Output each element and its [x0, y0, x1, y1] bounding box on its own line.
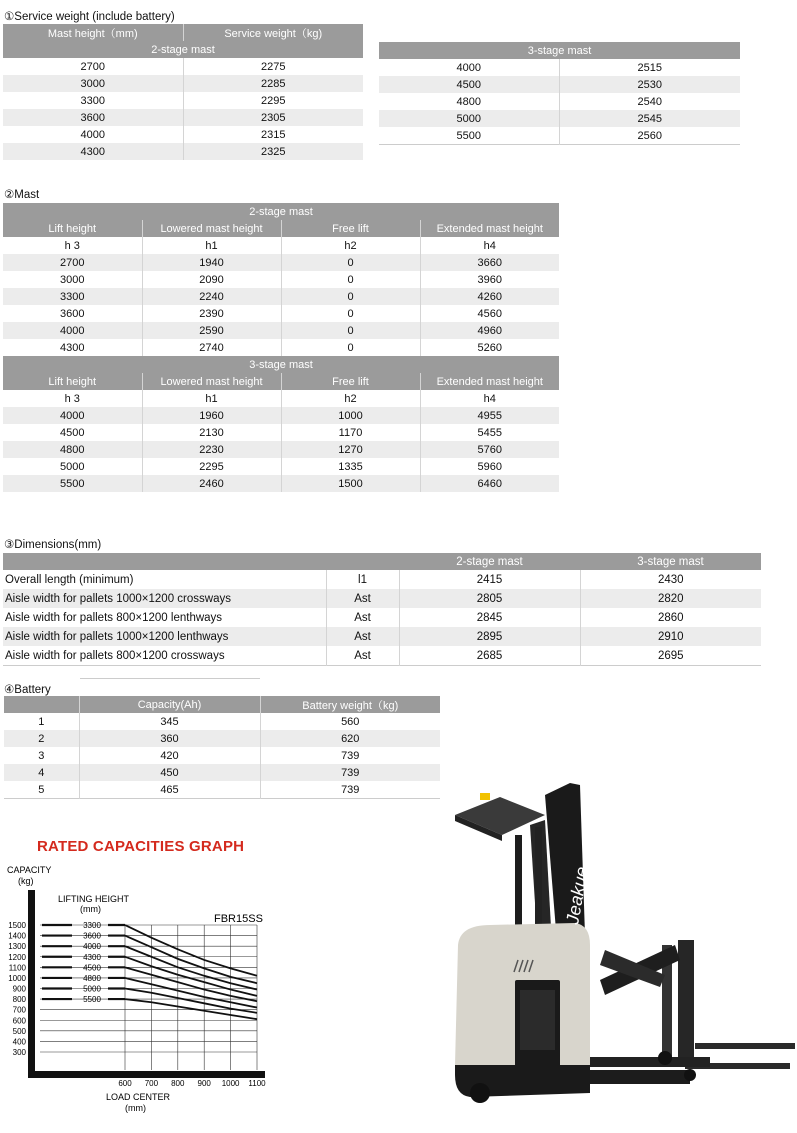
cell: 2805	[399, 589, 580, 608]
cell: 465	[79, 781, 260, 799]
mast-3stage-band: 3-stage mast	[3, 356, 559, 373]
cell: 2460	[142, 475, 281, 492]
battery-blank	[4, 696, 79, 713]
cell: 2685	[399, 646, 580, 666]
y-axis-unit: (kg)	[18, 876, 34, 886]
x-tick-label: 600	[118, 1079, 132, 1088]
cell: 450	[79, 764, 260, 781]
x-tick-label: 1100	[248, 1079, 266, 1088]
two-stage-band: 2-stage mast	[3, 41, 363, 58]
lift-height-unit: (mm)	[80, 904, 101, 914]
cell: 2390	[142, 305, 281, 322]
cell: 3300	[3, 288, 142, 305]
cell: 2740	[142, 339, 281, 356]
fork	[695, 1043, 795, 1049]
wheel	[684, 1069, 696, 1081]
wheel	[470, 1083, 490, 1103]
col-lift-height: Lift height	[3, 220, 142, 237]
cell: 5455	[420, 424, 559, 441]
brand-logo: Jeakue	[562, 865, 593, 926]
cell: 5500	[3, 475, 142, 492]
cell: 739	[260, 747, 440, 764]
cell: 2275	[183, 58, 363, 75]
y-tick-label: 1300	[8, 942, 26, 952]
y-tick-label: 1400	[8, 931, 26, 941]
col-lowered-mast-height: Lowered mast height	[142, 373, 281, 390]
y-tick-label: 800	[12, 995, 26, 1005]
symbol: h2	[281, 237, 420, 254]
service-weight-title: ①Service weight (include battery)	[4, 11, 175, 23]
y-tick-label: 500	[12, 1026, 26, 1036]
y-tick-label: 1000	[8, 973, 26, 983]
cell: 739	[260, 781, 440, 799]
model-label: FBR15SS	[214, 913, 263, 925]
cell: 2430	[580, 570, 761, 589]
dimensions-title: ③Dimensions(mm)	[4, 539, 102, 551]
cell: 2285	[183, 75, 363, 92]
dim-label: Aisle width for pallets 800×1200 lenthways	[3, 608, 326, 627]
series-label: 3300	[83, 921, 101, 930]
cell: 6460	[420, 475, 559, 492]
cell: 2590	[142, 322, 281, 339]
cell: 4500	[3, 424, 142, 441]
cell: 560	[260, 713, 440, 730]
cell: 2415	[399, 570, 580, 589]
cell: 2530	[559, 76, 740, 93]
cell: 2515	[559, 59, 740, 76]
dim-blank	[3, 553, 326, 570]
cell: 420	[79, 747, 260, 764]
cell: 0	[281, 305, 420, 322]
series-label: 4000	[83, 942, 101, 952]
rated-capacities-chart	[0, 860, 300, 1120]
cell: 2545	[559, 110, 740, 127]
col-free-lift: Free lift	[281, 373, 420, 390]
cell: 1960	[142, 407, 281, 424]
symbol: h1	[142, 237, 281, 254]
cell: 4000	[3, 126, 183, 143]
cell: 2695	[580, 646, 761, 666]
cell: 4	[4, 764, 79, 781]
cell: 4800	[3, 441, 142, 458]
reach-truck-photo	[440, 775, 795, 1115]
cell: 3960	[420, 271, 559, 288]
cell: 2700	[3, 254, 142, 271]
cell: 3300	[3, 92, 183, 109]
series-label: 4500	[83, 963, 101, 973]
cell: 2305	[183, 109, 363, 126]
cell: 3	[4, 747, 79, 764]
col-lift-height: Lift height	[3, 373, 142, 390]
cell: 0	[281, 271, 420, 288]
cell: 5960	[420, 458, 559, 475]
cell: 345	[79, 713, 260, 730]
x-axis-unit: (mm)	[125, 1103, 146, 1113]
dim-symbol: l1	[326, 570, 399, 589]
symbol: h4	[420, 237, 559, 254]
battery-table	[4, 696, 440, 799]
dim-symbol: Ast	[326, 589, 399, 608]
mast-title: ②Mast	[4, 189, 40, 201]
dim-symbol: Ast	[326, 608, 399, 627]
col-mast-height: Mast height（mm)	[3, 24, 183, 41]
cell: 0	[281, 288, 420, 305]
col-extended-mast-height: Extended mast height	[420, 373, 559, 390]
cell: 2560	[559, 127, 740, 145]
x-tick-label: 800	[171, 1079, 185, 1088]
service-weight-3stage-table	[379, 42, 740, 145]
series-line	[125, 925, 257, 976]
cell: 2315	[183, 126, 363, 143]
cell: 1270	[281, 441, 420, 458]
cell: 2700	[3, 58, 183, 75]
cell: 5	[4, 781, 79, 799]
cell: 2240	[142, 288, 281, 305]
cell: 620	[260, 730, 440, 747]
y-tick-label: 900	[12, 984, 26, 994]
cell: 360	[79, 730, 260, 747]
cell: 1335	[281, 458, 420, 475]
series-label: 3600	[83, 931, 101, 941]
symbol: h4	[420, 390, 559, 407]
col-three-stage: 3-stage mast	[580, 553, 761, 570]
warning-light	[480, 793, 490, 800]
base-leg	[580, 1057, 710, 1067]
cell: 2295	[142, 458, 281, 475]
cell: 2845	[399, 608, 580, 627]
cell: 2895	[399, 627, 580, 646]
cell: 2230	[142, 441, 281, 458]
dim-label: Aisle width for pallets 1000×1200 crossways	[3, 589, 326, 608]
dim-symbol: Ast	[326, 646, 399, 666]
cell: 3600	[3, 109, 183, 126]
cell: 4000	[379, 59, 559, 76]
wheel	[658, 1051, 672, 1065]
col-two-stage: 2-stage mast	[399, 553, 580, 570]
cell: 5000	[379, 110, 559, 127]
dim-symbol: Ast	[326, 627, 399, 646]
symbol: h 3	[3, 390, 142, 407]
x-tick-label: 900	[197, 1079, 211, 1088]
cell: 4560	[420, 305, 559, 322]
cell: 1500	[281, 475, 420, 492]
x-tick-label: 700	[144, 1079, 159, 1088]
symbol: h 3	[3, 237, 142, 254]
fork-carriage	[678, 940, 694, 1065]
cell: 1170	[281, 424, 420, 441]
col-battery-weight: Battery weight（kg)	[260, 696, 440, 713]
cell: 5000	[3, 458, 142, 475]
cell: 4260	[420, 288, 559, 305]
dim-label: Overall length (minimum)	[3, 570, 326, 589]
cell: 4000	[3, 407, 142, 424]
symbol: h2	[281, 390, 420, 407]
cell: 4960	[420, 322, 559, 339]
y-tick-label: 1100	[8, 963, 26, 973]
dim-label: Aisle width for pallets 1000×1200 lenthways	[3, 627, 326, 646]
divider	[80, 678, 260, 679]
cell: 739	[260, 764, 440, 781]
col-extended-mast-height: Extended mast height	[420, 220, 559, 237]
col-capacity: Capacity(Ah)	[79, 696, 260, 713]
cell: 2540	[559, 93, 740, 110]
lift-height-label: LIFTING HEIGHT	[58, 894, 130, 904]
cell: 2090	[142, 271, 281, 288]
series-line	[125, 957, 257, 996]
x-tick-label: 1000	[221, 1079, 240, 1088]
cell: 0	[281, 322, 420, 339]
y-axis	[28, 890, 35, 1078]
cell: 4300	[3, 339, 142, 356]
cell: 3000	[3, 271, 142, 288]
col-service-weight: Service weight（kg)	[183, 24, 363, 41]
cell: 5500	[379, 127, 559, 145]
cell: 4800	[379, 93, 559, 110]
cell: 2910	[580, 627, 761, 646]
cell: 4000	[3, 322, 142, 339]
x-axis-label: LOAD CENTER	[106, 1092, 171, 1102]
cell: 3000	[3, 75, 183, 92]
x-axis	[28, 1071, 265, 1078]
cell: 2325	[183, 143, 363, 160]
battery-door	[520, 990, 555, 1050]
mast-table	[3, 203, 559, 492]
y-tick-label: 400	[12, 1037, 26, 1047]
battery-title: ④Battery	[4, 684, 51, 696]
dim-blank	[326, 553, 399, 570]
cell: 2	[4, 730, 79, 747]
cell: 0	[281, 339, 420, 356]
cell: 4300	[3, 143, 183, 160]
symbol: h1	[142, 390, 281, 407]
series-label: 5500	[83, 995, 101, 1005]
cell: 1940	[142, 254, 281, 271]
cell: 2295	[183, 92, 363, 109]
cell: 1	[4, 713, 79, 730]
series-line	[125, 936, 257, 984]
mast-2stage-band: 2-stage mast	[3, 203, 559, 220]
series-label: 4300	[83, 952, 101, 962]
y-tick-label: 300	[12, 1048, 26, 1057]
y-tick-label: 700	[12, 1005, 26, 1015]
series-line	[125, 978, 257, 1008]
cell: 1000	[281, 407, 420, 424]
y-axis-label: CAPACITY	[7, 865, 52, 875]
series-label: 4800	[83, 973, 101, 983]
cell: 2130	[142, 424, 281, 441]
col-lowered-mast-height: Lowered mast height	[142, 220, 281, 237]
cell: 3660	[420, 254, 559, 271]
series-label: 5000	[83, 984, 101, 994]
col-free-lift: Free lift	[281, 220, 420, 237]
y-tick-label: 600	[12, 1016, 26, 1026]
cell: 0	[281, 254, 420, 271]
service-weight-2stage-table	[3, 24, 363, 160]
cell: 3600	[3, 305, 142, 322]
y-tick-label: 1200	[8, 952, 26, 962]
cell: 5760	[420, 441, 559, 458]
cell: 2860	[580, 608, 761, 627]
three-stage-band: 3-stage mast	[379, 42, 740, 59]
cell: 2820	[580, 589, 761, 608]
dim-label: Aisle width for pallets 800×1200 crossways	[3, 646, 326, 666]
cell: 5260	[420, 339, 559, 356]
cell: 4500	[379, 76, 559, 93]
dimensions-table	[3, 553, 761, 666]
graph-title: RATED CAPACITIES GRAPH	[37, 838, 245, 855]
y-tick-label: 1500	[8, 921, 26, 930]
cell: 4955	[420, 407, 559, 424]
